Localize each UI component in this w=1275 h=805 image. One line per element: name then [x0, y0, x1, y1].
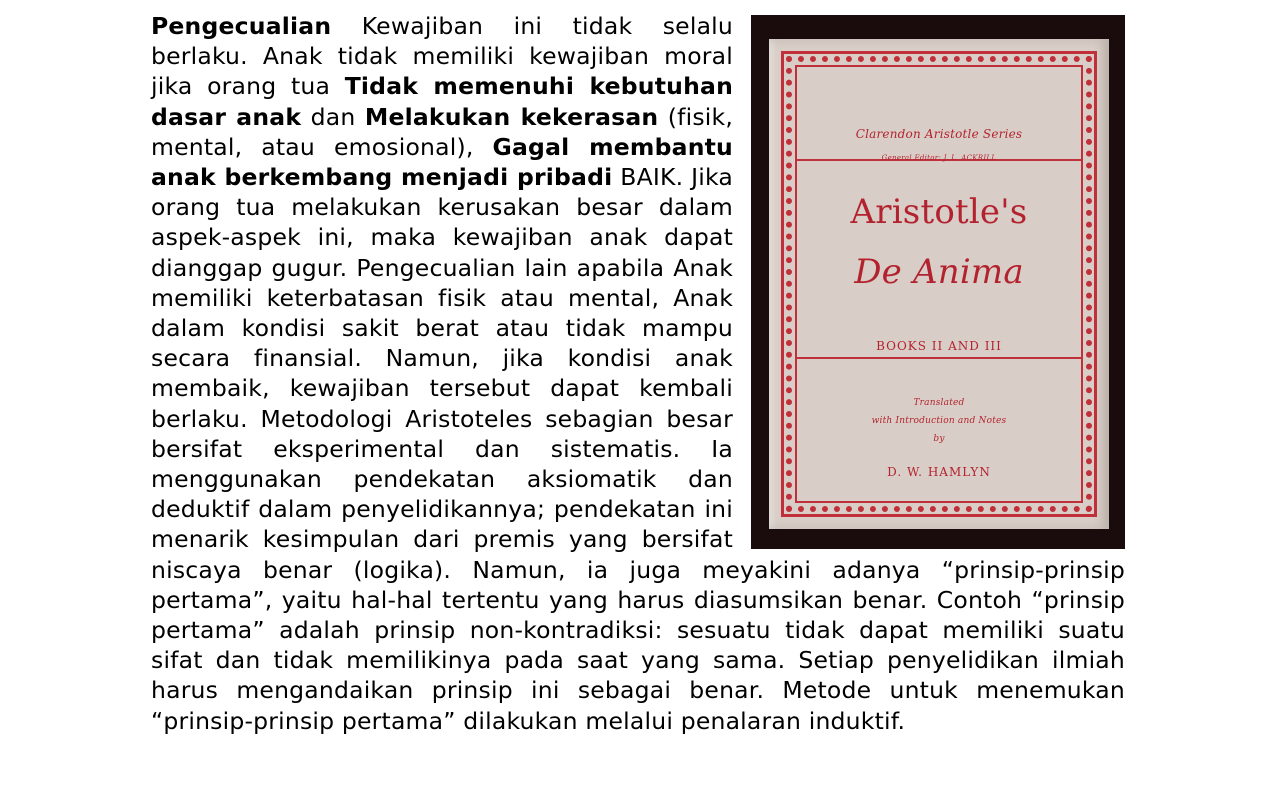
- author-name: D. W. HAMLYN: [887, 465, 991, 479]
- body-text: [151, 11, 1125, 736]
- bold-term: Gagal membantu anak berkembang menjadi pribadi: [151, 132, 733, 192]
- general-editor: General Editor: J. L. ACKRILL: [881, 154, 997, 162]
- bold-term: Melakukan kekerasan: [364, 102, 659, 131]
- cover-panel: [769, 39, 1109, 529]
- translated-note: Translated with Introduction and Notes by: [871, 398, 1007, 444]
- bold-term: Tidak memenuhi kebutuhan dasar anak: [151, 72, 734, 131]
- series-name: Clarendon Aristotle Series: [855, 127, 1023, 141]
- bold-term: Pengecualian: [151, 12, 332, 40]
- book-cover-image: [751, 15, 1125, 549]
- title-line-1: Aristotle's: [850, 192, 1028, 232]
- books-label: BOOKS II AND III: [876, 339, 1002, 353]
- title-line-2: De Anima: [854, 252, 1024, 292]
- paragraph: Pengecualian Kewajiban ini tidak selalu berlaku. Anak tidak memiliki kewajiban moral jika orang tua Tidak memenuhi kebutuhan dasar anak dan Melakukan kekerasan (fisik, mental, atau emosional), Gagal membantu anak berkembang menjadi pribadi BAIK. Jika orang tua melakukan kerusakan besar dalam aspek-aspek ini, maka kewajiban anak dapat dianggap gugur. Pengecualian lain apabila Anak memiliki keterbatasan fisik atau mental, Anak dalam kondisi sakit berat atau tidak mampu secara finansial. Namun, jika kondisi anak membaik, kewajiban tersebut dapat kembali berlaku. Metodologi Aristoteles sebagian besar bersifat eksperimental dan sistematis. Ia menggunakan pendekatan aksiomatik dan deduktif dalam penyelidikannya; pendekatan ini menarik kesimpulan dari premis yang bersifat niscaya benar (logika). Namun, ia juga meyakini adanya “prinsip-prinsip pertama”, yaitu hal-hal tertentu yang harus diasumsikan benar. Contoh “prinsip pertama” adalah prinsip non-kontradiksi: sesuatu tidak dapat memiliki suatu sifat dan tidak memilikinya pada saat yang sama. Setiap penyelidikan ilmiah harus mengandaikan prinsip ini sebagai benar. Metode untuk menemukan “prinsip-prinsip pertama” dilakukan melalui penalaran induktif.: [151, 12, 1125, 735]
